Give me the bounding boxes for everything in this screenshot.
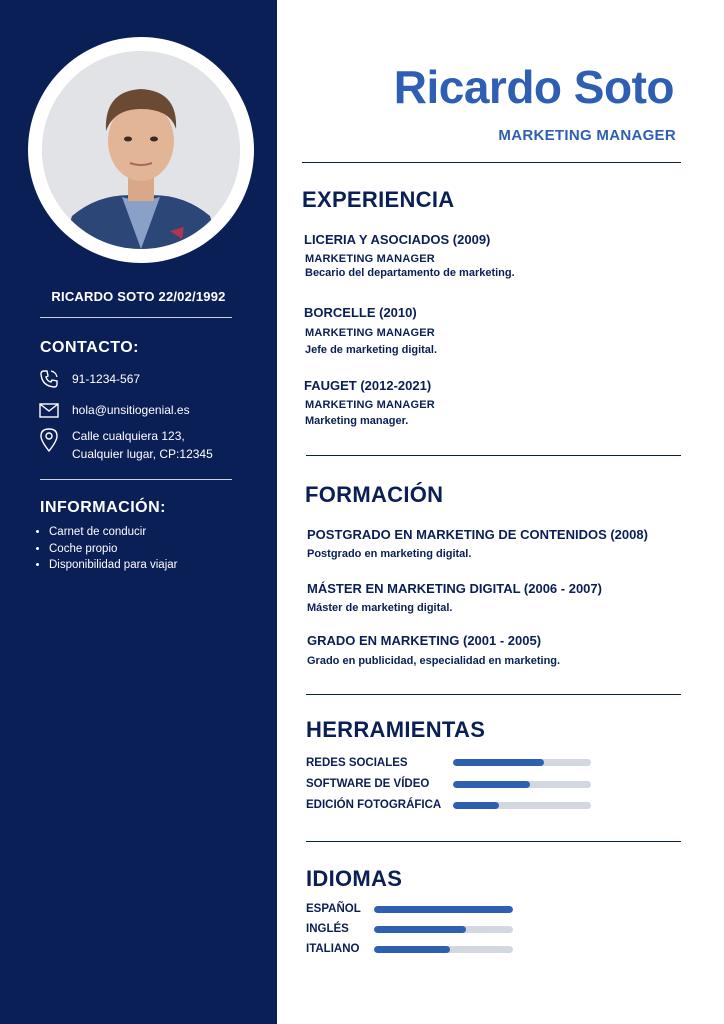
- language-level-bar: [374, 906, 513, 913]
- education-desc: Postgrado en marketing digital.: [307, 548, 472, 560]
- section-divider: [302, 162, 681, 163]
- phone-icon: [38, 368, 60, 390]
- address-line-1: Calle cualquiera 123,: [72, 429, 185, 443]
- page-title: Ricardo Soto: [393, 61, 674, 113]
- tool-label: SOFTWARE DE VÍDEO: [306, 778, 430, 790]
- experience-role: MARKETING MANAGER: [305, 253, 435, 265]
- experience-company: LICERIA Y ASOCIADOS (2009): [304, 232, 491, 247]
- section-divider: [306, 841, 681, 842]
- education-desc: Grado en publicidad, especialidad en marketing.: [307, 655, 561, 667]
- languages-heading: IDIOMAS: [306, 866, 403, 891]
- info-list: [34, 524, 178, 574]
- mail-icon: [38, 399, 60, 421]
- tool-label: EDICIÓN FOTOGRÁFICA: [306, 799, 442, 811]
- sidebar-divider: [40, 317, 232, 318]
- address-text: [72, 427, 213, 463]
- experience-role: MARKETING MANAGER: [305, 327, 435, 339]
- sidebar-divider: [40, 479, 232, 480]
- language-level-fill: [374, 926, 466, 933]
- language-level-fill: [374, 906, 513, 913]
- experience-desc: Marketing manager.: [305, 415, 409, 427]
- email-text: hola@unsitiogenial.es: [72, 403, 190, 417]
- info-item: • Coche propio: [49, 541, 178, 558]
- education-desc: Máster de marketing digital.: [307, 602, 453, 614]
- experience-company: BORCELLE (2010): [304, 305, 417, 320]
- education-heading: FORMACIÓN: [305, 482, 444, 507]
- tool-label: REDES SOCIALES: [306, 757, 408, 769]
- info-item: • Carnet de conducir: [49, 524, 178, 541]
- tool-level-bar: [453, 759, 591, 766]
- tools-heading: HERRAMIENTAS: [306, 717, 486, 742]
- language-label: ITALIANO: [306, 943, 360, 955]
- contact-address: [38, 427, 213, 463]
- tool-level-fill: [453, 759, 544, 766]
- tool-level-bar: [453, 802, 591, 809]
- section-divider: [306, 694, 681, 695]
- tool-level-fill: [453, 781, 530, 788]
- job-title: MARKETING MANAGER: [498, 127, 676, 144]
- tool-level-fill: [453, 802, 499, 809]
- language-level-bar: [374, 946, 513, 953]
- info-item: • Disponibilidad para viajar: [49, 557, 178, 574]
- language-level-bar: [374, 926, 513, 933]
- contact-phone: [38, 368, 140, 390]
- education-title: GRADO EN MARKETING (2001 - 2005): [307, 633, 542, 648]
- language-level-fill: [374, 946, 450, 953]
- section-divider: [306, 455, 681, 456]
- profile-photo: [42, 51, 240, 249]
- education-title: MÁSTER EN MARKETING DIGITAL (2006 - 2007): [307, 581, 602, 596]
- tool-level-bar: [453, 781, 591, 788]
- experience-company: FAUGET (2012-2021): [304, 378, 432, 393]
- language-label: ESPAÑOL: [306, 903, 361, 915]
- address-line-2: Cualquier lugar, CP:12345: [72, 447, 213, 461]
- sidebar: [0, 0, 277, 1024]
- language-label: INGLÉS: [306, 923, 349, 935]
- location-pin-icon: [38, 427, 60, 449]
- experience-desc: Jefe de marketing digital.: [305, 344, 438, 356]
- education-title: POSTGRADO EN MARKETING DE CONTENIDOS (2008): [307, 527, 648, 542]
- experience-heading: EXPERIENCIA: [302, 187, 455, 212]
- name-birthdate: RICARDO SOTO 22/02/1992: [51, 289, 226, 304]
- phone-text: 91-1234-567: [72, 372, 141, 386]
- contact-email: [38, 399, 190, 421]
- info-heading: INFORMACIÓN:: [40, 499, 166, 516]
- profile-photo-frame: [28, 37, 254, 263]
- experience-role: MARKETING MANAGER: [305, 399, 435, 411]
- contact-heading: CONTACTO:: [40, 339, 140, 356]
- experience-desc: Becario del departamento de marketing.: [305, 267, 515, 279]
